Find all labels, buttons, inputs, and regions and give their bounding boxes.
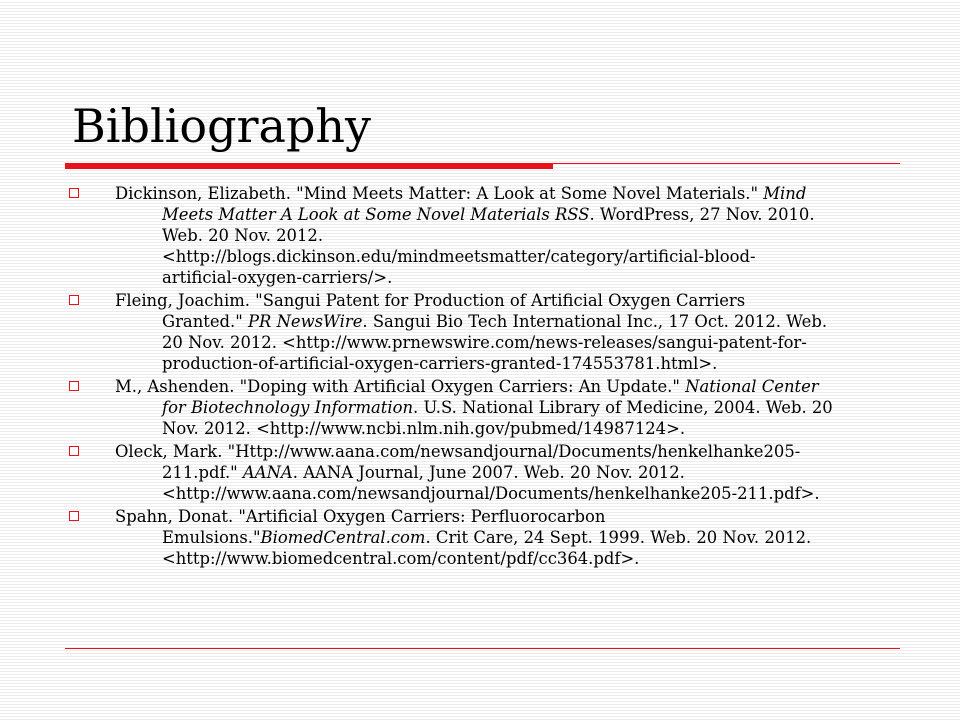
bibliography-entry [65,183,900,288]
entry-line [115,332,900,353]
entry-line [115,376,900,397]
entry-source-title: National Center [685,377,819,396]
entry-text: 20 Nov. 2012. <http://www.prnewswire.com/news-releases/sangui-patent-for- [162,333,807,352]
entry-text: Dickinson, Elizabeth. "Mind Meets Matter: A Look at Some Novel Materials." [115,184,764,203]
entry-text: production-of-artificial-oxygen-carriers-granted-174553781.html>. [162,354,718,373]
entry-text: Fleing, Joachim. "Sangui Patent for Production of Artificial Oxygen Carriers [115,291,746,310]
hollow-square-bullet-icon [69,381,79,391]
entry-text: . WordPress, 27 Nov. 2010. [589,205,815,224]
entry-line [115,246,900,267]
entry-line [115,441,900,462]
entry-text: <http://www.biomedcentral.com/content/pdf/cc364.pdf>. [162,549,640,568]
entry-line [115,225,900,246]
entry-line [115,483,900,504]
title-underline-thin [553,163,900,164]
bibliography-entry [65,376,900,439]
entry-line [115,183,900,204]
entry-text: 211.pdf." [162,463,243,482]
entry-line [115,527,900,548]
entry-text: Spahn, Donat. "Artificial Oxygen Carriers: Perfluorocarbon [115,507,606,526]
entry-text: <http://blogs.dickinson.edu/mindmeetsmatter/category/artificial-blood- [162,247,756,266]
entry-text: Granted." [162,312,248,331]
footer-rule [65,648,900,649]
bibliography-entry [65,290,900,374]
entry-text: artificial-oxygen-carriers/>. [162,268,393,287]
entry-line [115,418,900,439]
hollow-square-bullet-icon [69,511,79,521]
entry-text: Emulsions." [162,528,261,547]
bibliography-entry [65,506,900,569]
slide-title: Bibliography [72,99,371,153]
entry-line [115,462,900,483]
entry-source-title: Mind [763,184,807,203]
entry-source-title: Meets Matter A Look at Some Novel Materials RSS [162,205,590,224]
entry-line [115,267,900,288]
entry-line [115,311,900,332]
hollow-square-bullet-icon [69,446,79,456]
hollow-square-bullet-icon [69,295,79,305]
entry-text: <http://www.aana.com/newsandjournal/Documents/henkelhanke205-211.pdf>. [162,484,820,503]
title-underline-accent [65,163,553,169]
hollow-square-bullet-icon [69,188,79,198]
entry-text: . Sangui Bio Tech International Inc., 17 Oct. 2012. Web. [362,312,828,331]
entry-line [115,353,900,374]
entry-line [115,290,900,311]
entry-line [115,397,900,418]
entry-text: . U.S. National Library of Medicine, 2004. Web. 20 [413,398,833,417]
entry-text: Oleck, Mark. "Http://www.aana.com/newsandjournal/Documents/henkelhanke205- [115,442,801,461]
entry-line [115,204,900,225]
entry-text: Web. 20 Nov. 2012. [162,226,324,245]
entry-source-title: BiomedCentral.com [260,528,426,547]
entry-line [115,506,900,527]
bibliography-list [65,183,900,571]
entry-text: M., Ashenden. "Doping with Artificial Oxygen Carriers: An Update." [115,377,686,396]
entry-source-title: for Biotechnology Information [162,398,414,417]
bibliography-entry [65,441,900,504]
entry-source-title: AANA [242,463,293,482]
entry-source-title: PR NewsWire [248,312,363,331]
entry-text: Nov. 2012. <http://www.ncbi.nlm.nih.gov/pubmed/14987124>. [162,419,686,438]
entry-text: . Crit Care, 24 Sept. 1999. Web. 20 Nov. 2012. [425,528,812,547]
entry-line [115,548,900,569]
entry-text: . AANA Journal, June 2007. Web. 20 Nov. 2012. [292,463,685,482]
